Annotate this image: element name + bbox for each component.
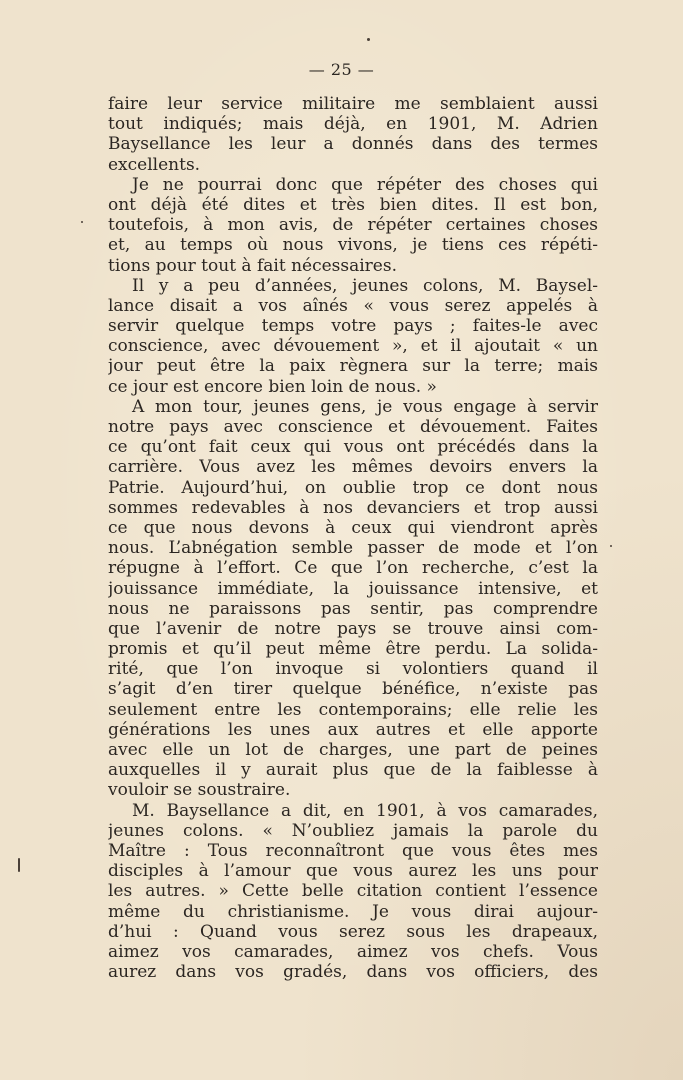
text-line: s’agit d’en tirer quelque bénéfice, n’existe pas bbox=[108, 679, 598, 700]
text-line: disciples à l’amour que vous aurez les uns pour bbox=[108, 861, 598, 882]
text-line: et, au temps où nous vivons, je tiens ces répéti- bbox=[108, 235, 598, 256]
text-line: nous. L’abnégation semble passer de mode et l’on bbox=[108, 538, 598, 559]
text-line: jour peut être la paix règnera sur la terre; mais bbox=[108, 356, 598, 377]
body-text bbox=[108, 94, 598, 982]
text-line: sommes redevables à nos devanciers et trop aussi bbox=[108, 497, 598, 518]
text-line: avec elle un lot de charges, une part de peines bbox=[108, 740, 598, 760]
text-line: Maître : Tous reconnaîtront que vous êtes mes bbox=[108, 840, 598, 861]
paper-speck bbox=[610, 545, 612, 547]
text-line: servir quelque temps votre pays ; faites-le avec bbox=[108, 316, 598, 337]
text-line: ce que nous devons à ceux qui viendront après bbox=[108, 517, 598, 538]
text-line: toutefois, à mon avis, de répéter certaines choses bbox=[108, 215, 598, 236]
text-line: jeunes colons. « N’oubliez jamais la parole du bbox=[108, 820, 598, 841]
text-line: ont déjà été dites et très bien dites. Il est bon, bbox=[108, 194, 598, 215]
text-line: Il y a peu d’années, jeunes colons, M. Baysel- bbox=[132, 275, 598, 296]
text-line: Je ne pourrai donc que répéter des choses qui bbox=[132, 174, 598, 195]
paper-speck bbox=[367, 38, 370, 41]
text-line: M. Baysellance a dit, en 1901, à vos camarades, bbox=[132, 800, 598, 821]
text-line: lance disait a vos aînés « vous serez appelés à bbox=[108, 295, 598, 316]
text-line: jouissance immédiate, la jouissance intensive, et bbox=[108, 578, 598, 599]
text-line: faire leur service militaire me semblaient aussi bbox=[108, 94, 598, 114]
text-line: aurez dans vos gradés, dans vos officiers, des bbox=[108, 962, 598, 983]
text-line: d’hui : Quand vous serez sous les drapeaux, bbox=[108, 921, 598, 942]
text-line: que l’avenir de notre pays se trouve ainsi com- bbox=[108, 618, 598, 639]
text-line: promis et qu’il peut même être perdu. La solida- bbox=[108, 639, 598, 660]
text-line: répugne à l’effort. Ce que l’on recherche, c’est la bbox=[108, 558, 598, 579]
text-line: vouloir se soustraire. bbox=[108, 780, 291, 801]
text-line: même du christianisme. Je vous dirai aujour- bbox=[108, 901, 598, 922]
text-line: ce qu’ont fait ceux qui vous ont précédés dans la bbox=[108, 437, 598, 458]
text-line: aimez vos camarades, aimez vos chefs. Vous bbox=[108, 941, 598, 962]
text-line: conscience, avec dévouement », et il ajoutait « un bbox=[108, 336, 598, 357]
text-line: notre pays avec conscience et dévouement. Faites bbox=[108, 417, 598, 437]
text-line: Patrie. Aujourd’hui, on oublie trop ce dont nous bbox=[108, 477, 598, 498]
text-line: carrière. Vous avez les mêmes devoirs envers la bbox=[108, 457, 598, 478]
text-line: tout indiqués; mais déjà, en 1901, M. Adrien bbox=[108, 114, 598, 135]
text-line: rité, que l’on invoque si volontiers quand il bbox=[108, 659, 598, 680]
text-line: ce jour est encore bien loin de nous. » bbox=[108, 376, 437, 397]
paper-speck bbox=[18, 858, 20, 872]
text-line: A mon tour, jeunes gens, je vous engage à servir bbox=[132, 396, 598, 417]
text-line: nous ne paraissons pas sentir, pas comprendre bbox=[108, 598, 598, 619]
text-line: les autres. » Cette belle citation contient l’essence bbox=[108, 881, 598, 902]
text-line: excellents. bbox=[108, 154, 201, 175]
text-line: seulement entre les contemporains; elle relie les bbox=[108, 699, 598, 720]
text-line: générations les unes aux autres et elle apporte bbox=[108, 719, 598, 740]
page-number: — 25 — bbox=[308, 60, 375, 79]
text-line: Baysellance les leur a donnés dans des termes bbox=[108, 134, 598, 155]
text-line: tions pour tout à fait nécessaires. bbox=[108, 255, 397, 276]
text-line: auxquelles il y aurait plus que de la faiblesse à bbox=[108, 760, 598, 781]
paper-speck bbox=[81, 221, 83, 223]
